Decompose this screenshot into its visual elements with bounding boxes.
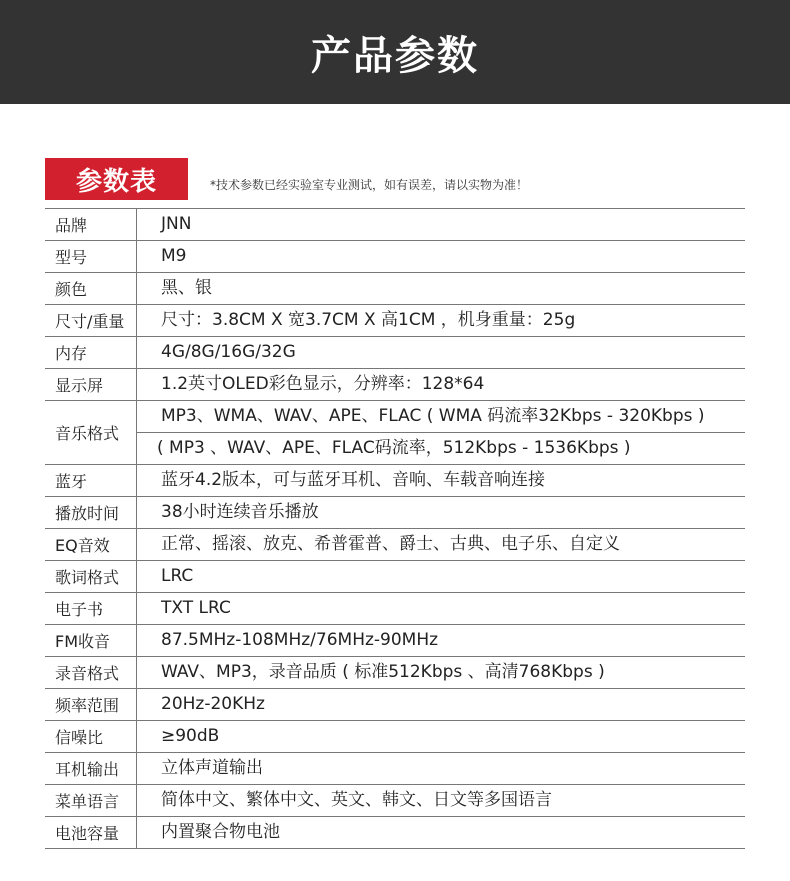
spec-values — [137, 753, 745, 784]
spec-row — [45, 625, 745, 657]
spec-table — [45, 208, 745, 849]
spec-row — [45, 273, 745, 305]
spec-label: 频率范围 — [45, 689, 137, 720]
spec-value: 正常、摇滚、放克、希普霍普、爵士、古典、电子乐、自定义 — [161, 534, 620, 554]
spec-label: 播放时间 — [45, 497, 137, 528]
spec-values — [137, 273, 745, 304]
spec-value: 简体中文、繁体中文、英文、韩文、日文等多国语言 — [161, 790, 552, 810]
spec-row — [45, 753, 745, 785]
spec-row — [45, 657, 745, 689]
spec-row — [45, 209, 745, 241]
spec-label: 歌词格式 — [45, 561, 137, 592]
spec-values — [137, 593, 745, 624]
spec-label: 音乐格式 — [45, 401, 137, 464]
spec-row — [45, 369, 745, 401]
spec-row — [45, 497, 745, 529]
spec-values — [137, 689, 745, 720]
spec-values — [137, 657, 745, 688]
spec-label: 显示屏 — [45, 369, 137, 400]
spec-value: 蓝牙4.2版本，可与蓝牙耳机、音响、车载音响连接 — [161, 470, 546, 490]
spec-table-tag: 参数表 — [45, 158, 188, 200]
spec-row — [45, 465, 745, 497]
spec-value: 20Hz-20KHz — [161, 694, 265, 714]
spec-row — [45, 593, 745, 625]
header-banner — [0, 0, 790, 104]
page-title: 产品参数 — [311, 32, 479, 79]
spec-row — [45, 689, 745, 721]
spec-value: ≥90dB — [161, 726, 220, 746]
spec-values — [137, 561, 745, 592]
spec-values — [137, 817, 745, 848]
spec-value: 尺寸：3.8CM X 宽3.7CM X 高1CM ，机身重量：25g — [161, 310, 576, 330]
spec-row — [45, 337, 745, 369]
spec-values — [137, 785, 745, 816]
spec-label: 信噪比 — [45, 721, 137, 752]
spec-label: EQ音效 — [45, 529, 137, 560]
spec-values — [137, 241, 745, 272]
spec-label: 型号 — [45, 241, 137, 272]
spec-values — [137, 305, 745, 336]
spec-value: WAV、MP3，录音品质 ( 标准512Kbps 、高清768Kbps ) — [161, 662, 605, 682]
spec-row — [45, 817, 745, 849]
spec-value: JNN — [161, 214, 192, 234]
spec-value: TXT LRC — [161, 598, 231, 618]
spec-row — [45, 529, 745, 561]
spec-values — [137, 465, 745, 496]
spec-values — [137, 369, 745, 400]
spec-value: M9 — [161, 246, 187, 266]
spec-value: 1.2英寸OLED彩色显示，分辨率：128*64 — [161, 374, 485, 394]
spec-label: 内存 — [45, 337, 137, 368]
spec-values — [137, 497, 745, 528]
spec-label: 电子书 — [45, 593, 137, 624]
spec-row — [45, 785, 745, 817]
spec-value: MP3、WMA、WAV、APE、FLAC ( WMA 码流率32Kbps - 320Kbps ) — [161, 406, 705, 426]
spec-label: 颜色 — [45, 273, 137, 304]
spec-label: 录音格式 — [45, 657, 137, 688]
spec-value: 黑、银 — [161, 278, 212, 298]
spec-value: 内置聚合物电池 — [161, 822, 280, 842]
spec-label: 耳机输出 — [45, 753, 137, 784]
spec-value: 87.5MHz-108MHz/76MHz-90MHz — [161, 630, 439, 650]
spec-value: 立体声道输出 — [161, 758, 263, 778]
spec-label: 尺寸/重量 — [45, 305, 137, 336]
spec-values — [137, 401, 745, 464]
spec-values — [137, 721, 745, 752]
spec-value: LRC — [161, 566, 194, 586]
spec-label: 蓝牙 — [45, 465, 137, 496]
spec-values — [137, 209, 745, 240]
spec-value: 38小时连续音乐播放 — [161, 502, 319, 522]
spec-label: 菜单语言 — [45, 785, 137, 816]
disclaimer-note: *技术参数已经实验室专业测试，如有误差，请以实物为准！ — [210, 178, 529, 192]
spec-row — [45, 401, 745, 465]
spec-row — [45, 241, 745, 273]
spec-values — [137, 529, 745, 560]
spec-label: 品牌 — [45, 209, 137, 240]
spec-value: ( MP3 、WAV、APE、FLAC码流率，512Kbps - 1536Kbps ) — [137, 432, 745, 464]
spec-values — [137, 337, 745, 368]
spec-values — [137, 625, 745, 656]
spec-row — [45, 721, 745, 753]
spec-label: FM收音 — [45, 625, 137, 656]
spec-row — [45, 561, 745, 593]
spec-label: 电池容量 — [45, 817, 137, 848]
spec-value: 4G/8G/16G/32G — [161, 342, 296, 362]
spec-row — [45, 305, 745, 337]
